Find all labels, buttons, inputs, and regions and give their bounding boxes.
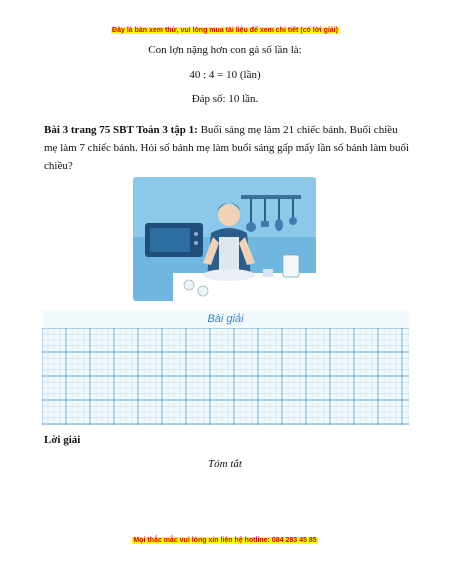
problem-text: Buổi sáng mẹ làm 21 chiếc bánh. Buổi chiều mẹ làm 7 chiếc bánh. Hỏi số bánh mẹ làm buổi sáng gấp mấy lần số bánh làm buổi chiều? (44, 124, 410, 172)
worksheet-grid (42, 310, 409, 425)
problem-title: Bài 3 trang 75 SBT Toán 3 tập 1: (44, 124, 198, 136)
answer-calculation: 40 : 4 = 10 (lần) (189, 69, 261, 81)
grid-lines (42, 328, 409, 425)
baking-illustration (133, 177, 316, 301)
hotline-banner-text: Mọi thắc mắc vui lòng xin liên hệ hotline: 084 283 45 85 (133, 537, 317, 544)
preview-banner-text: Đây là bản xem thử, vui lòng mua tài liệu để xem chi tiết (có lời giải) (112, 27, 338, 34)
solution-heading: Lời giải (44, 434, 81, 446)
problem-statement (44, 121, 412, 175)
hotline-banner (0, 537, 450, 544)
summary-label: Tóm tắt (208, 458, 242, 470)
worksheet-title: Bài giải (207, 313, 244, 325)
preview-banner (0, 27, 450, 34)
answer-result: Đáp số: 10 lần. (191, 93, 259, 105)
answer-line-1: Con lợn nặng hơn con gà số lần là: (148, 44, 302, 56)
